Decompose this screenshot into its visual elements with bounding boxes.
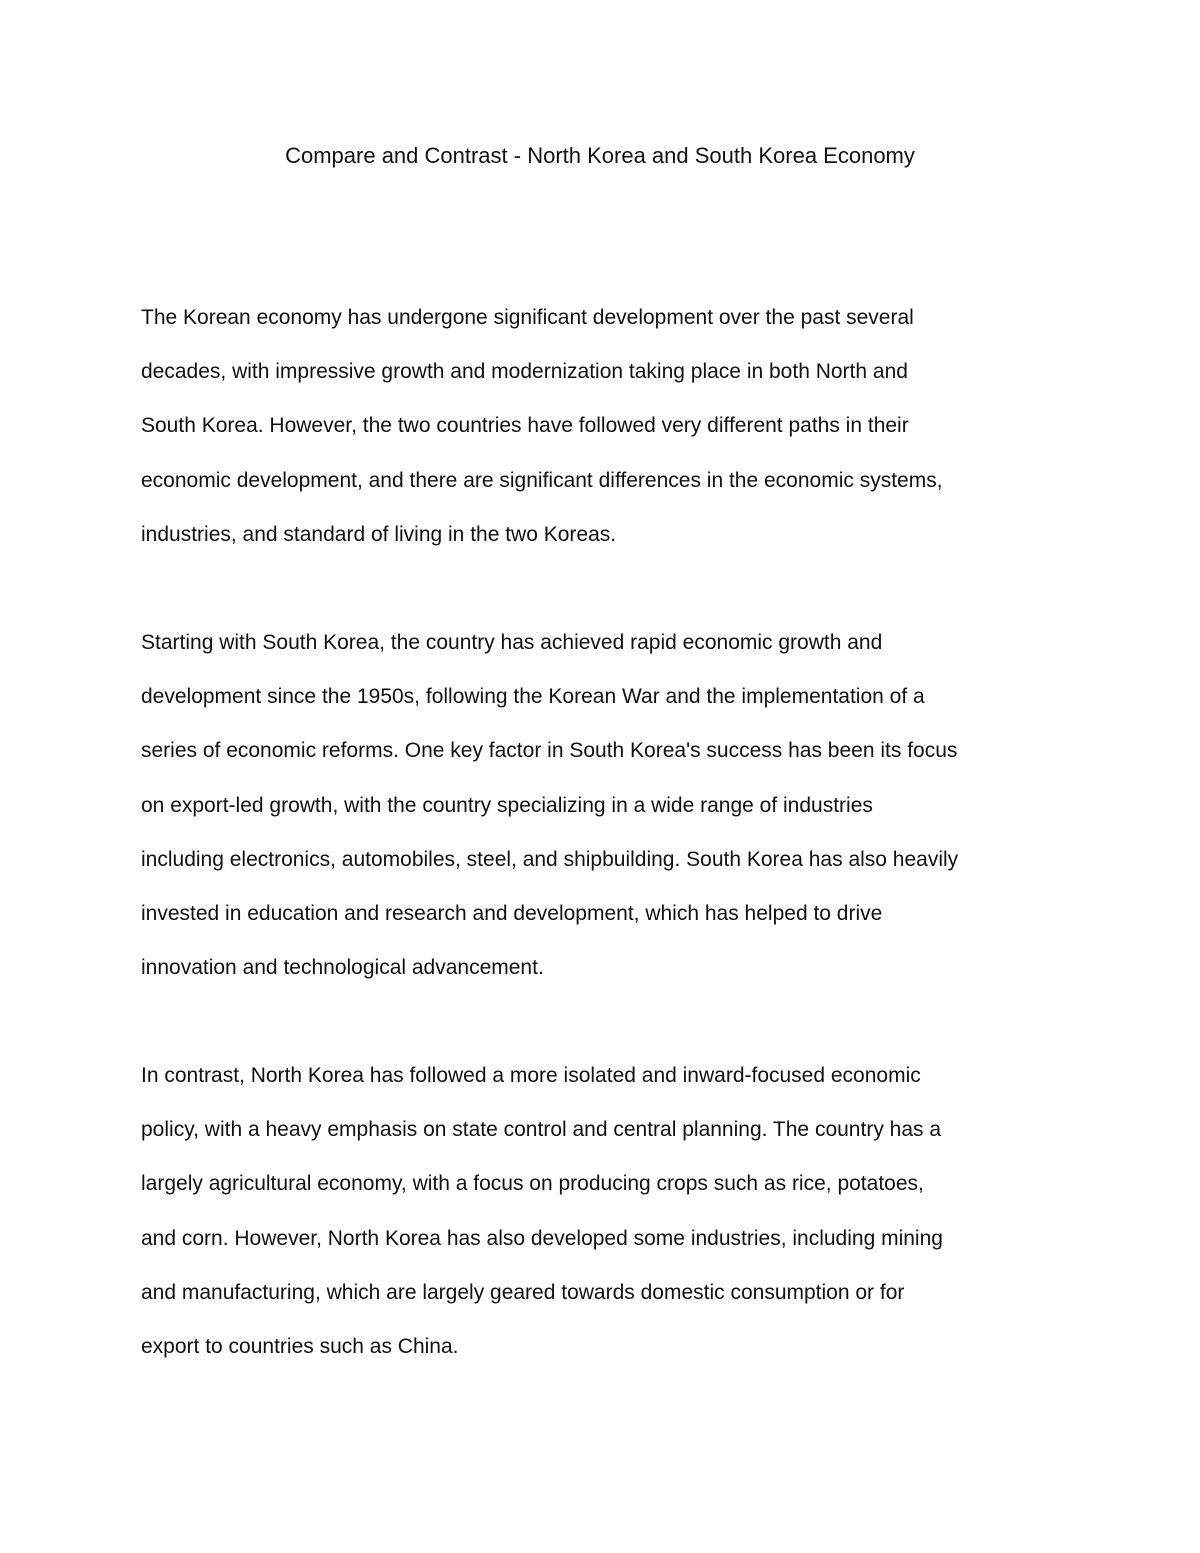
paragraph-line: invested in education and research and development, which has helped to drive xyxy=(141,901,883,925)
paragraph-line: including electronics, automobiles, steel, and shipbuilding. South Korea has also heavily xyxy=(141,847,959,871)
paragraph-north-korea xyxy=(141,1061,1081,1386)
paragraph-line: series of economic reforms. One key factor in South Korea's success has been its focus xyxy=(141,739,958,763)
paragraph-line: and corn. However, North Korea has also developed some industries, including mining xyxy=(141,1226,943,1250)
paragraph-line: industries, and standard of living in the two Koreas. xyxy=(141,522,617,546)
paragraph-introduction xyxy=(141,303,1081,574)
paragraph-line: Starting with South Korea, the country has achieved rapid economic growth and xyxy=(141,631,883,654)
paragraph-line: decades, with impressive growth and modernization taking place in both North and xyxy=(141,360,908,384)
paragraph-line: economic development, and there are significant differences in the economic systems, xyxy=(141,468,943,492)
paragraph-line: In contrast, North Korea has followed a more isolated and inward-focused economic xyxy=(141,1064,921,1087)
paragraph-line: largely agricultural economy, with a focus on producing crops such as rice, potatoes, xyxy=(141,1172,924,1196)
paragraph-line: export to countries such as China. xyxy=(141,1334,459,1358)
document-title: Compare and Contrast - North Korea and South Korea Economy xyxy=(285,143,915,168)
paragraph-line: South Korea. However, the two countries have followed very different paths in their xyxy=(141,414,909,438)
paragraph-line: on export-led growth, with the country specializing in a wide range of industries xyxy=(141,793,873,817)
paragraph-line: innovation and technological advancement. xyxy=(141,956,544,980)
paragraph-south-korea xyxy=(141,628,1081,1007)
paragraph-line: and manufacturing, which are largely geared towards domestic consumption or for xyxy=(141,1280,905,1304)
paragraph-line: development since the 1950s, following the Korean War and the implementation of a xyxy=(141,685,925,709)
paragraph-line: The Korean economy has undergone significant development over the past several xyxy=(141,306,914,329)
paragraph-line: policy, with a heavy emphasis on state control and central planning. The country has a xyxy=(141,1118,942,1142)
